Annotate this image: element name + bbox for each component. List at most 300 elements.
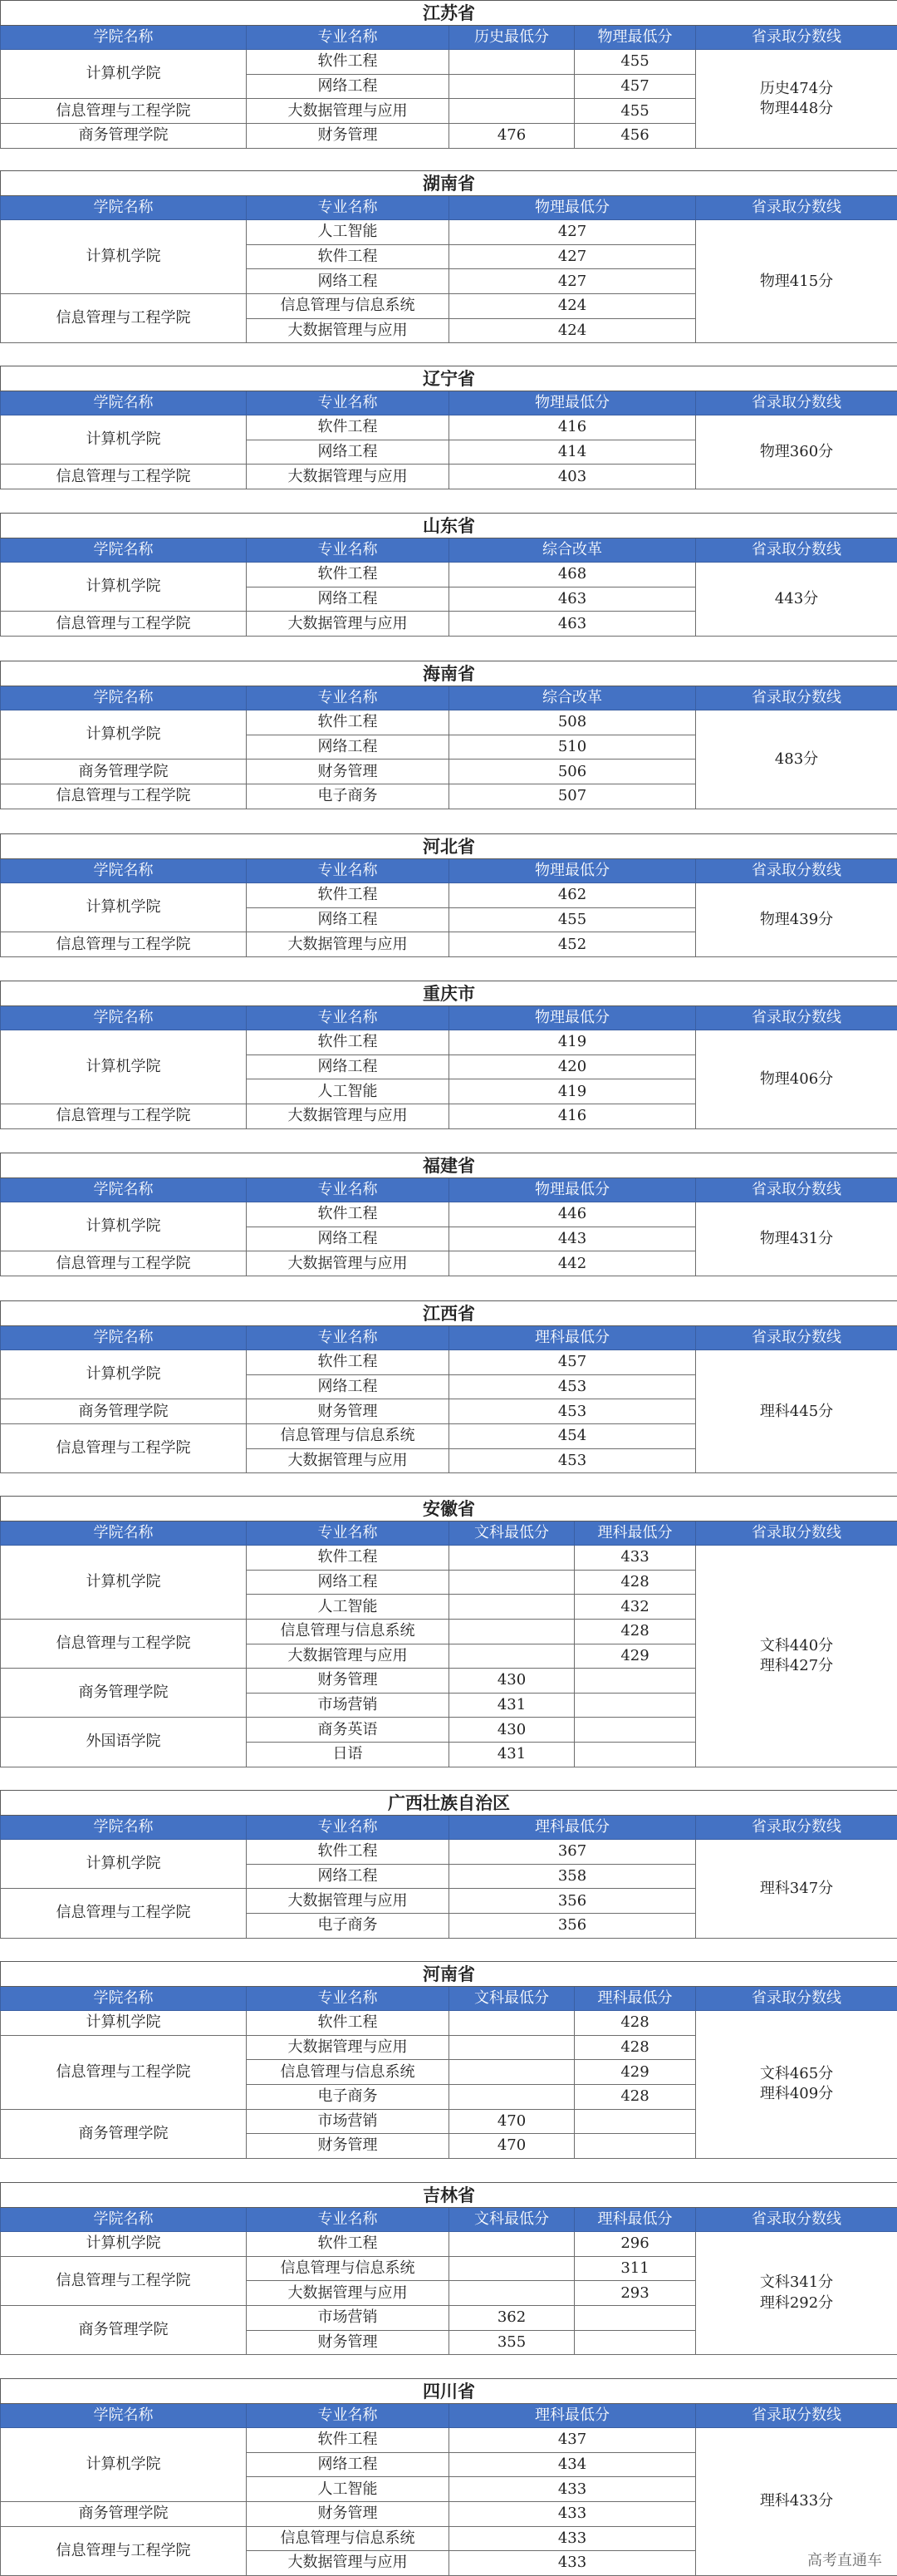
column-header: 省录取分数线 [696,538,897,563]
province-table-block [0,366,897,489]
column-header: 理科最低分 [575,2207,696,2232]
province-title: 河北省 [1,834,897,859]
column-header: 专业名称 [247,2403,449,2428]
province-cutoff-cell: 理科347分 [696,1840,897,1938]
score-cell: 355 [449,2330,575,2355]
province-table-block [0,1153,897,1276]
score-cell: 427 [449,244,696,269]
college-name-cell: 商务管理学院 [1,2501,247,2526]
college-name-cell: 商务管理学院 [1,1669,247,1718]
column-header: 学院名称 [1,195,247,220]
province-table-block [0,833,897,957]
score-cell [575,2109,696,2134]
score-cell: 428 [575,2084,696,2109]
major-name-cell: 网络工程 [247,2452,449,2477]
college-name-cell: 外国语学院 [1,1718,247,1767]
column-header: 专业名称 [247,1177,449,1202]
college-name-cell: 计算机学院 [1,1202,247,1251]
major-name-cell: 大数据管理与应用 [247,2281,449,2306]
province-title: 安徽省 [1,1497,897,1522]
score-cell [449,1644,575,1669]
college-name-cell: 计算机学院 [1,1350,247,1399]
major-name-cell: 市场营销 [247,2305,449,2330]
major-name-cell: 软件工程 [247,2232,449,2257]
province-table-block [0,513,897,637]
column-header: 专业名称 [247,1986,449,2011]
province-title: 江苏省 [1,1,897,26]
province-table [0,981,897,1129]
major-name-cell: 软件工程 [247,1350,449,1375]
column-header: 物理最低分 [449,195,696,220]
major-name-cell: 软件工程 [247,1840,449,1865]
major-name-cell: 网络工程 [247,440,449,465]
score-cell: 442 [449,1251,696,1276]
province-cutoff-cell: 物理439分 [696,883,897,957]
major-name-cell: 信息管理与信息系统 [247,2256,449,2281]
major-name-cell: 财务管理 [247,2501,449,2526]
column-header: 省录取分数线 [696,686,897,710]
province-table [0,2182,897,2355]
score-cell: 457 [449,1350,696,1375]
column-header: 学院名称 [1,25,247,50]
column-header: 历史最低分 [449,25,575,50]
province-table [0,170,897,343]
score-cell: 433 [449,2501,696,2526]
college-name-cell: 信息管理与工程学院 [1,99,247,124]
column-header: 专业名称 [247,195,449,220]
major-name-cell: 大数据管理与应用 [247,99,449,124]
college-name-cell: 信息管理与工程学院 [1,2256,247,2305]
province-table-block [0,2378,897,2576]
table-row [1,415,897,440]
college-name-cell: 商务管理学院 [1,760,247,784]
province-title: 福建省 [1,1153,897,1178]
province-table-block [0,170,897,343]
score-cell: 453 [449,1399,696,1424]
score-cell: 296 [575,2232,696,2257]
major-name-cell: 大数据管理与应用 [247,1889,449,1914]
major-name-cell: 财务管理 [247,2330,449,2355]
college-name-cell: 信息管理与工程学院 [1,932,247,957]
province-table-block [0,2182,897,2355]
major-name-cell: 网络工程 [247,587,449,612]
province-cutoff-cell: 文科465分 理科409分 [696,2011,897,2159]
score-cell: 456 [575,123,696,148]
score-cell: 419 [449,1030,696,1055]
major-name-cell: 大数据管理与应用 [247,1644,449,1669]
major-name-cell: 大数据管理与应用 [247,2035,449,2060]
score-cell: 430 [449,1718,575,1743]
major-name-cell: 网络工程 [247,1570,449,1595]
province-table [0,1300,897,1473]
major-name-cell: 商务英语 [247,1718,449,1743]
score-cell [449,1619,575,1644]
major-name-cell: 软件工程 [247,710,449,735]
column-header: 理科最低分 [449,1325,696,1350]
college-name-cell: 计算机学院 [1,50,247,99]
college-name-cell: 信息管理与工程学院 [1,1619,247,1668]
province-title: 海南省 [1,661,897,686]
score-cell: 293 [575,2281,696,2306]
column-header: 学院名称 [1,1005,247,1030]
score-cell: 452 [449,932,696,957]
score-cell [575,2330,696,2355]
column-header: 文科最低分 [449,2207,575,2232]
score-cell: 446 [449,1202,696,1227]
college-name-cell: 商务管理学院 [1,2109,247,2158]
college-name-cell: 计算机学院 [1,883,247,932]
column-header: 学院名称 [1,391,247,415]
province-title: 重庆市 [1,981,897,1006]
major-name-cell: 财务管理 [247,1669,449,1694]
score-cell: 463 [449,612,696,637]
score-cell [449,99,575,124]
province-table-block [0,1790,897,1939]
major-name-cell: 信息管理与信息系统 [247,2060,449,2085]
score-cell: 431 [449,1742,575,1767]
score-cell: 454 [449,1423,696,1448]
major-name-cell: 软件工程 [247,563,449,587]
column-header: 省录取分数线 [696,1177,897,1202]
college-name-cell: 信息管理与工程学院 [1,612,247,637]
column-header: 专业名称 [247,391,449,415]
major-name-cell: 信息管理与信息系统 [247,293,449,318]
college-name-cell: 计算机学院 [1,1546,247,1620]
college-name-cell: 商务管理学院 [1,1399,247,1424]
score-cell [575,1693,696,1718]
province-title: 湖南省 [1,171,897,196]
college-name-cell: 计算机学院 [1,710,247,760]
major-name-cell: 大数据管理与应用 [247,932,449,957]
table-row [1,883,897,908]
major-name-cell: 软件工程 [247,1202,449,1227]
province-table [0,661,897,809]
major-name-cell: 大数据管理与应用 [247,1448,449,1473]
province-cutoff-cell: 文科440分 理科427分 [696,1546,897,1767]
score-cell [449,2084,575,2109]
province-table-block [0,1300,897,1473]
score-cell [575,1718,696,1743]
column-header: 学院名称 [1,1815,247,1840]
score-cell [449,2232,575,2257]
major-name-cell: 电子商务 [247,2084,449,2109]
major-name-cell: 大数据管理与应用 [247,1104,449,1128]
score-cell: 470 [449,2134,575,2159]
province-title: 河南省 [1,1962,897,1987]
column-header: 省录取分数线 [696,391,897,415]
column-header: 学院名称 [1,1325,247,1350]
column-header: 省录取分数线 [696,2207,897,2232]
major-name-cell: 日语 [247,1742,449,1767]
column-header: 文科最低分 [449,1986,575,2011]
college-name-cell: 信息管理与工程学院 [1,784,247,809]
column-header: 理科最低分 [575,1521,696,1546]
score-cell: 362 [449,2305,575,2330]
major-name-cell: 网络工程 [247,1054,449,1079]
score-cell: 356 [449,1889,696,1914]
column-header: 省录取分数线 [696,858,897,883]
score-cell: 433 [575,1546,696,1571]
column-header: 省录取分数线 [696,1521,897,1546]
major-name-cell: 大数据管理与应用 [247,1251,449,1276]
column-header: 物理最低分 [449,1005,696,1030]
score-cell [449,1570,575,1595]
column-header: 物理最低分 [449,1177,696,1202]
table-row [1,2232,897,2257]
score-cell: 427 [449,220,696,245]
column-header: 学院名称 [1,1521,247,1546]
province-table-block [0,1496,897,1767]
table-row [1,710,897,735]
score-cell: 433 [449,2526,696,2551]
major-name-cell: 财务管理 [247,2134,449,2159]
province-table [0,1790,897,1939]
column-header: 省录取分数线 [696,1005,897,1030]
major-name-cell: 软件工程 [247,2011,449,2036]
column-header: 学院名称 [1,538,247,563]
column-header: 综合改革 [449,538,696,563]
score-cell [449,2256,575,2281]
score-cell: 416 [449,1104,696,1128]
major-name-cell: 财务管理 [247,760,449,784]
province-table-block [0,981,897,1129]
major-name-cell: 网络工程 [247,1227,449,1251]
column-header: 理科最低分 [449,2403,696,2428]
major-name-cell: 财务管理 [247,123,449,148]
score-cell: 403 [449,465,696,489]
score-cell [449,50,575,75]
score-cell: 508 [449,710,696,735]
province-cutoff-cell: 物理360分 [696,415,897,489]
major-name-cell: 人工智能 [247,1595,449,1620]
score-cell [575,1742,696,1767]
column-header: 省录取分数线 [696,195,897,220]
major-name-cell: 大数据管理与应用 [247,2551,449,2576]
province-table [0,0,897,149]
column-header: 物理最低分 [575,25,696,50]
college-name-cell: 信息管理与工程学院 [1,1423,247,1472]
column-header: 专业名称 [247,2207,449,2232]
score-cell: 430 [449,1669,575,1694]
table-row [1,50,897,75]
province-title: 江西省 [1,1301,897,1326]
province-table-block [0,661,897,809]
column-header: 理科最低分 [449,1815,696,1840]
score-cell [449,2281,575,2306]
table-row [1,563,897,587]
college-name-cell: 信息管理与工程学院 [1,465,247,489]
score-cell: 416 [449,415,696,440]
column-header: 专业名称 [247,1325,449,1350]
province-table [0,833,897,957]
score-cell: 453 [449,1448,696,1473]
score-cell: 433 [449,2551,696,2576]
major-name-cell: 软件工程 [247,244,449,269]
province-title: 四川省 [1,2379,897,2404]
major-name-cell: 软件工程 [247,50,449,75]
score-cell: 427 [449,269,696,294]
province-title: 广西壮族自治区 [1,1791,897,1816]
score-cell [449,2011,575,2036]
college-name-cell: 信息管理与工程学院 [1,293,247,342]
major-name-cell: 市场营销 [247,2109,449,2134]
column-header: 省录取分数线 [696,1815,897,1840]
major-name-cell: 网络工程 [247,1374,449,1399]
table-row [1,1546,897,1571]
college-name-cell: 计算机学院 [1,415,247,465]
major-name-cell: 大数据管理与应用 [247,612,449,637]
score-cell [575,2134,696,2159]
college-name-cell: 信息管理与工程学院 [1,1104,247,1128]
major-name-cell: 软件工程 [247,2428,449,2453]
college-name-cell: 商务管理学院 [1,2305,247,2354]
score-cell: 437 [449,2428,696,2453]
column-header: 学院名称 [1,2403,247,2428]
column-header: 学院名称 [1,686,247,710]
score-cell: 428 [575,2035,696,2060]
score-cell: 453 [449,1374,696,1399]
column-header: 学院名称 [1,2207,247,2232]
score-cell: 358 [449,1864,696,1889]
score-cell: 443 [449,1227,696,1251]
province-table-block [0,0,897,149]
score-cell: 476 [449,123,575,148]
college-name-cell: 信息管理与工程学院 [1,1889,247,1938]
major-name-cell: 软件工程 [247,415,449,440]
major-name-cell: 网络工程 [247,1864,449,1889]
major-name-cell: 网络工程 [247,74,449,99]
province-table-block [0,1961,897,2159]
major-name-cell: 市场营销 [247,1693,449,1718]
column-header: 省录取分数线 [696,1986,897,2011]
column-header: 物理最低分 [449,391,696,415]
score-cell: 428 [575,2011,696,2036]
province-title: 吉林省 [1,2183,897,2208]
score-cell: 424 [449,318,696,343]
column-header: 综合改革 [449,686,696,710]
college-name-cell: 信息管理与工程学院 [1,1251,247,1276]
province-table [0,513,897,637]
major-name-cell: 网络工程 [247,269,449,294]
column-header: 文科最低分 [449,1521,575,1546]
score-cell: 431 [449,1693,575,1718]
college-name-cell: 商务管理学院 [1,123,247,148]
major-name-cell: 电子商务 [247,1913,449,1938]
score-cell [449,74,575,99]
score-cell: 419 [449,1079,696,1104]
college-name-cell: 计算机学院 [1,2232,247,2257]
college-name-cell: 信息管理与工程学院 [1,2526,247,2575]
major-name-cell: 信息管理与信息系统 [247,1619,449,1644]
column-header: 专业名称 [247,25,449,50]
major-name-cell: 人工智能 [247,2477,449,2502]
major-name-cell: 电子商务 [247,784,449,809]
score-cell: 455 [575,50,696,75]
score-cell: 429 [575,2060,696,2085]
province-table [0,1153,897,1276]
score-cell [575,2305,696,2330]
province-title: 辽宁省 [1,366,897,391]
column-header: 省录取分数线 [696,1325,897,1350]
score-cell: 428 [575,1619,696,1644]
column-header: 专业名称 [247,1815,449,1840]
province-cutoff-cell: 物理431分 [696,1202,897,1276]
college-name-cell: 计算机学院 [1,1840,247,1889]
score-cell: 455 [575,99,696,124]
table-row [1,220,897,245]
province-cutoff-cell: 物理406分 [696,1030,897,1128]
table-row [1,2428,897,2453]
major-name-cell: 信息管理与信息系统 [247,2526,449,2551]
score-cell: 462 [449,883,696,908]
province-table [0,1496,897,1767]
table-row [1,1840,897,1865]
column-header: 省录取分数线 [696,2403,897,2428]
column-header: 省录取分数线 [696,25,897,50]
major-name-cell: 大数据管理与应用 [247,465,449,489]
score-cell [449,2060,575,2085]
score-cell: 367 [449,1840,696,1865]
province-table [0,1961,897,2159]
table-row [1,1202,897,1227]
province-cutoff-cell: 理科445分 [696,1350,897,1473]
score-cell: 457 [575,74,696,99]
score-cell: 424 [449,293,696,318]
major-name-cell: 网络工程 [247,907,449,932]
score-cell: 433 [449,2477,696,2502]
score-cell: 463 [449,587,696,612]
major-name-cell: 软件工程 [247,883,449,908]
college-name-cell: 信息管理与工程学院 [1,2035,247,2109]
table-row [1,1030,897,1055]
score-cell: 432 [575,1595,696,1620]
score-cell: 455 [449,907,696,932]
table-row [1,2011,897,2036]
column-header: 学院名称 [1,1986,247,2011]
column-header: 学院名称 [1,858,247,883]
score-cell: 311 [575,2256,696,2281]
column-header: 学院名称 [1,1177,247,1202]
score-cell [575,1669,696,1694]
watermark-text: 高考直通车 [807,2549,882,2570]
major-name-cell: 软件工程 [247,1030,449,1055]
score-cell: 434 [449,2452,696,2477]
major-name-cell: 信息管理与信息系统 [247,1423,449,1448]
college-name-cell: 计算机学院 [1,1030,247,1104]
province-cutoff-cell: 443分 [696,563,897,637]
column-header: 专业名称 [247,1005,449,1030]
score-cell: 429 [575,1644,696,1669]
college-name-cell: 计算机学院 [1,220,247,294]
province-table [0,2378,897,2576]
major-name-cell: 财务管理 [247,1399,449,1424]
province-cutoff-cell: 理科433分 [696,2428,897,2576]
province-table [0,366,897,489]
column-header: 专业名称 [247,858,449,883]
province-cutoff-cell: 文科341分 理科292分 [696,2232,897,2355]
column-header: 专业名称 [247,686,449,710]
score-cell: 428 [575,1570,696,1595]
province-cutoff-cell: 483分 [696,710,897,809]
score-cell: 420 [449,1054,696,1079]
score-cell: 470 [449,2109,575,2134]
province-title: 山东省 [1,514,897,538]
score-cell: 468 [449,563,696,587]
province-cutoff-cell: 物理415分 [696,220,897,343]
major-name-cell: 大数据管理与应用 [247,318,449,343]
score-cell: 506 [449,760,696,784]
score-cell [449,1546,575,1571]
